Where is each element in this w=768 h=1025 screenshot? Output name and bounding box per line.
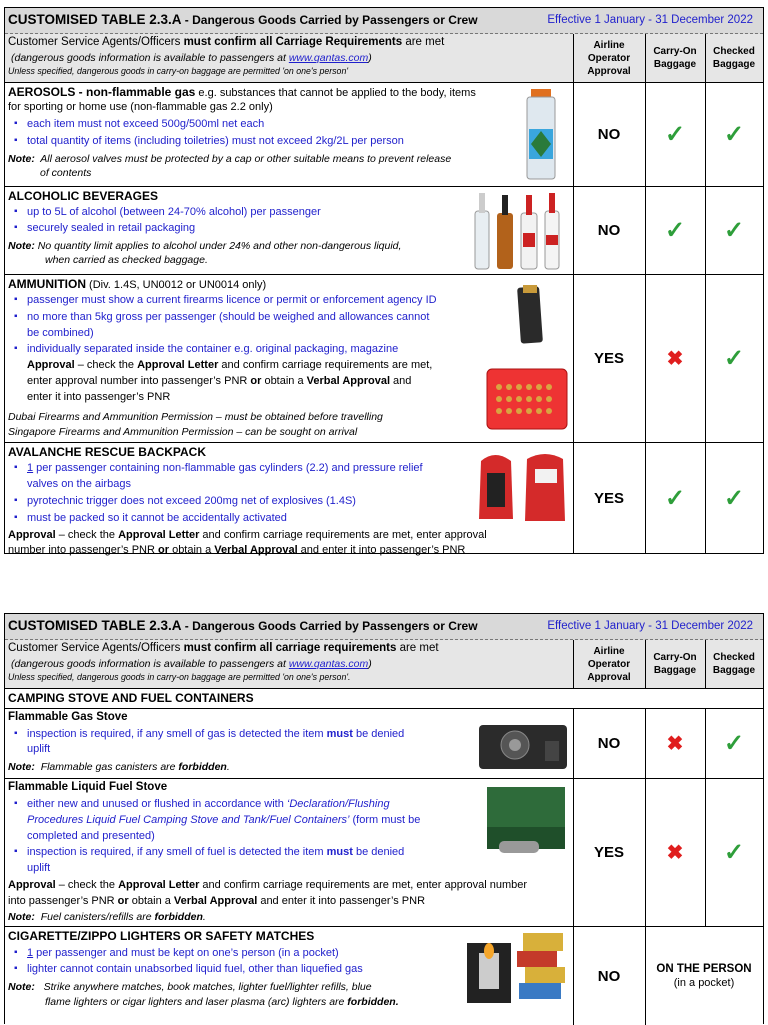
gas-stove-image (475, 713, 571, 775)
table-header (5, 614, 763, 640)
col-header-checked: Checked Baggage (712, 46, 756, 70)
cross-icon: ✖ (666, 733, 684, 755)
alcohol-title: ALCOHOLIC BEVERAGES (8, 189, 159, 203)
list-item: ▪ pyrotechnic trigger does not exceed 200mg net of explosives (1.4S) (27, 495, 356, 507)
effective-date: Effective 1 January - 31 December 2022 (547, 14, 753, 26)
lighters-title: CIGARETTE/ZIPPO LIGHTERS OR SAFETY MATCHES (8, 929, 315, 943)
col-header-carryon: Carry-On Baggage (653, 46, 697, 70)
list-item-cont: completed and presented) (27, 830, 155, 842)
singapore-note: Singapore Firearms and Ammunition Permission – can be sought on arrival (8, 426, 358, 438)
intro-block (5, 34, 763, 82)
approval-value: YES (593, 350, 624, 367)
ammunition-approval: Approval – check the Approval Letter and confirm carriage requirements are met, (27, 359, 433, 371)
liquid-stove-approval: Approval – check the Approval Letter and confirm carriage requirements are met, enter approval number (8, 879, 528, 891)
ammunition-title: AMMUNITION (Div. 1.4S, UN0012 or UN0014 only) (8, 277, 267, 291)
intro-line1: Customer Service Agents/Officers must confirm all carriage requirements are met (8, 642, 439, 654)
backpack-image (475, 449, 571, 525)
list-item-cont: uplift (27, 743, 51, 755)
camping-title: CAMPING STOVE AND FUEL CONTAINERS (8, 691, 254, 705)
check-icon: ✓ (664, 484, 686, 512)
list-item: ▪ no more than 5kg gross per passenger (should be weighed and allowances cannot (27, 311, 429, 323)
col-header-approval: Airline Operator Approval (587, 645, 631, 683)
list-item: ▪ individually separated inside the container e.g. original packaging, magazine (27, 343, 398, 355)
approval-value: YES (593, 844, 624, 861)
ammo-box-image (483, 357, 571, 433)
intro-line2: (dangerous goods information is available to passengers at www.qantas.com) (11, 658, 372, 670)
gas-stove-title: Flammable Gas Stove (8, 711, 128, 723)
lighters-image (465, 931, 571, 1005)
effective-date: Effective 1 January - 31 December 2022 (547, 620, 753, 632)
cross-icon: ✖ (666, 842, 684, 864)
row-camping-title (5, 688, 763, 708)
check-icon: ✓ (723, 345, 745, 372)
row-alcohol (5, 186, 763, 274)
liquid-stove-approval-2: into passenger’s PNR or obtain a Verbal Approval and enter it into passenger’s PNR (8, 895, 426, 907)
cross-icon: ✖ (666, 348, 684, 370)
intro-line3: Unless specified, dangerous goods in carry-on baggage are permitted 'on one's person' (8, 66, 349, 76)
qantas-link[interactable]: www.qantas.com (288, 658, 369, 670)
intro-line2: (dangerous goods information is available to passengers at www.qantas.com) (11, 52, 372, 64)
intro-line1: Customer Service Agents/Officers must confirm all Carriage Requirements are met (8, 36, 445, 48)
on-person-label: ON THE PERSON (656, 963, 752, 975)
list-item: ▪ total quantity of items (including toiletries) must not exceed 2kg/2L per person (27, 135, 404, 147)
in-pocket-label: (in a pocket) (673, 977, 735, 989)
list-item: ▪ lighter cannot contain unabsorbed liquid fuel, other than liquefied gas (27, 963, 363, 975)
check-icon: ✓ (664, 121, 686, 148)
approval-value: NO (597, 967, 621, 985)
table-title: CUSTOMISED TABLE 2.3.A - Dangerous Goods Carried by Passengers or Crew (8, 618, 478, 633)
lighters-note-cont: flame lighters or cigar lighters and laser plasma (arc) lighters are forbidden. (45, 996, 399, 1008)
table-header (5, 8, 763, 34)
row-ammunition (5, 274, 763, 442)
row-lighters (5, 926, 763, 1025)
check-icon: ✓ (664, 217, 686, 244)
ammunition-approval-3: enter it into passenger’s PNR (27, 391, 171, 403)
aerosols-note-cont: of contents (40, 167, 92, 179)
aerosols-desc: for sporting or home use (non-flammable gas 2.2 only) (8, 101, 273, 113)
col-header-carryon: Carry-On Baggage (653, 652, 697, 676)
ammunition-approval-2: enter approval number into passenger’s PNR or obtain a Verbal Approval and (27, 375, 412, 387)
liquid-stove-note: Note: Fuel canisters/refills are forbidden. (8, 911, 206, 923)
check-icon: ✓ (723, 217, 745, 244)
table-title: CUSTOMISED TABLE 2.3.A - Dangerous Goods Carried by Passengers or Crew (8, 12, 478, 27)
row-liquid-stove (5, 778, 763, 926)
intro-block (5, 640, 763, 688)
list-item: ▪ securely sealed in retail packaging (27, 222, 195, 234)
avalanche-title: AVALANCHE RESCUE BACKPACK (8, 445, 207, 459)
list-item: ▪ inspection is required, if any smell of fuel is detected the item must be denied (27, 846, 404, 858)
row-gas-stove (5, 708, 763, 778)
avalanche-approval-2: number into passenger’s PNR or obtain a Verbal Approval and enter it into passenger’s PNR (8, 544, 466, 556)
list-item-cont: Procedures Liquid Fuel Camping Stove and Tank/Fuel Containers’ (form must be (27, 814, 421, 826)
col-header-checked: Checked Baggage (712, 652, 756, 676)
list-item-cont: uplift (27, 862, 51, 874)
table-2 (4, 613, 764, 1024)
aerosol-can-image (525, 89, 559, 181)
approval-value: YES (593, 489, 624, 507)
approval-value: NO (597, 126, 621, 143)
check-icon: ✓ (723, 839, 745, 866)
qantas-link[interactable]: www.qantas.com (288, 52, 369, 64)
liquid-stove-image (481, 783, 571, 859)
avalanche-approval: Approval – check the Approval Letter and confirm carriage requirements are met, enter approval (8, 529, 487, 541)
gas-stove-note: Note: Flammable gas canisters are forbidden. (8, 761, 230, 773)
magazine-image (513, 283, 547, 347)
list-item: ▪ must be packed so it cannot be accidentally activated (27, 512, 287, 524)
list-item: ▪ passenger must show a current firearms licence or permit or enforcement agency ID (27, 294, 437, 306)
alcohol-note: Note: No quantity limit applies to alcohol under 24% and other non-dangerous liquid, (8, 240, 402, 252)
check-icon: ✓ (723, 484, 745, 512)
list-item: ▪ inspection is required, if any smell of gas is detected the item must be denied (27, 728, 404, 740)
check-icon: ✓ (723, 730, 745, 757)
intro-line3: Unless specified, dangerous goods in carry-on baggage are permitted 'on one's person'. (8, 672, 351, 682)
list-item: ▪ each item must not exceed 500g/500ml net each (27, 118, 264, 130)
bottles-image (471, 191, 565, 271)
approval-value: NO (597, 735, 621, 752)
list-item: ▪ 1 per passenger and must be kept on one’s person (in a pocket) (27, 947, 339, 959)
approval-value: NO (597, 222, 621, 239)
lighters-note: Note: Strike anywhere matches, book matches, lighter fuel/lighter refills, blue (8, 981, 372, 993)
table-1 (4, 7, 764, 554)
aerosols-note: Note: All aerosol valves must be protected by a cap or other suitable means to prevent release (8, 153, 452, 165)
list-item: ▪ 1 per passenger containing non-flammable gas cylinders (2.2) and pressure relief (27, 462, 423, 474)
row-avalanche (5, 442, 763, 556)
list-item-cont: valves on the airbags (27, 478, 131, 490)
list-item: ▪ up to 5L of alcohol (between 24-70% alcohol) per passenger (27, 206, 321, 218)
alcohol-note-cont: when carried as checked baggage. (45, 254, 208, 266)
col-header-approval: Airline Operator Approval (587, 39, 631, 77)
on-person-cell (645, 927, 763, 1025)
list-item-cont: be combined) (27, 327, 94, 339)
liquid-stove-title: Flammable Liquid Fuel Stove (8, 781, 168, 793)
list-item: ▪ either new and unused or flushed in accordance with ‘Declaration/Flushing (27, 798, 390, 810)
row-aerosols (5, 82, 763, 186)
aerosols-title: AEROSOLS - non-flammable gas e.g. substances that cannot be applied to the body, items (8, 85, 476, 99)
dubai-note: Dubai Firearms and Ammunition Permission – must be obtained before travelling (8, 411, 383, 423)
check-icon: ✓ (723, 121, 745, 148)
